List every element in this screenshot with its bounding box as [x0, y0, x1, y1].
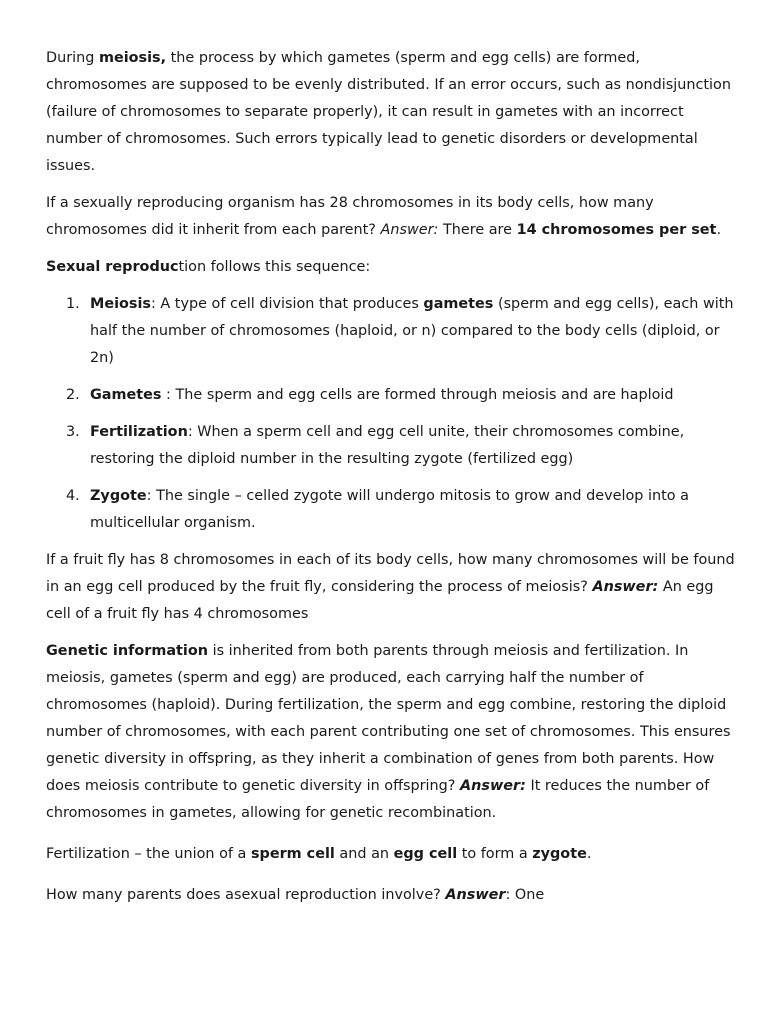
text-run: to form a [457, 846, 533, 862]
list-number: 2. [66, 387, 80, 403]
text-run: the process by which gametes (sperm and egg cells) are formed, chromosomes are supposed to be evenly distributed. If an error occurs, such as nondisjunction (failure of chromosomes to separate properly), it can result in gametes with an incorrect number of chromosomes. Such errors typically lead to genetic disorders or developmental issues. [46, 50, 731, 174]
answer-label: Answer: [460, 778, 526, 794]
text-run: During [46, 50, 99, 66]
bold-term-meiosis: meiosis, [98, 50, 167, 66]
list-number: 4. [66, 488, 80, 504]
list-item [46, 483, 736, 537]
bold-term-gametes: gametes [423, 296, 494, 312]
text-run: and an [334, 846, 394, 862]
text-run: . [586, 846, 592, 862]
step-term: Zygote [90, 488, 147, 504]
answer-label: Answer: [380, 222, 439, 238]
sequence-list [46, 291, 736, 537]
bold-term-sperm-cell: sperm cell [250, 846, 335, 862]
sequence-intro [46, 254, 736, 281]
step-term: Fertilization [90, 424, 188, 440]
step-text: : A type of cell division that produces [150, 296, 424, 312]
list-number: 3. [66, 424, 80, 440]
question-text: How many parents does asexual reproduction involve? [46, 887, 446, 903]
document-page [46, 45, 736, 919]
answer-text: : One [505, 887, 545, 903]
answer-text: An egg cell of a fruit fly has 4 chromosomes [46, 579, 714, 622]
step-text: : The sperm and egg cells are formed through meiosis and are haploid [161, 387, 674, 403]
bold-term-sexual-reproduction: Sexual reproduc [46, 259, 179, 275]
answer-text: There are [438, 222, 517, 238]
question-text: If a fruit fly has 8 chromosomes in each of its body cells, how many chromosomes will be found in an egg cell produced by the fruit fly, considering the process of meiosis? [46, 552, 735, 595]
bold-term-zygote: zygote [532, 846, 587, 862]
text-run: is inherited from both parents through meiosis and fertilization. In meiosis, gametes (sperm and egg) are produced, each carrying half the number of chromosomes (haploid). During fertilization, the sperm and egg combine, restoring the diploid number of chromosomes, with each parent contributing one set of chromosomes. This ensures genetic diversity in offspring, as they inherit a combination of genes from both parents. How does meiosis contribute to genetic diversity in offspring? [46, 643, 731, 794]
answer-text: It reduces the number of chromosomes in gametes, allowing for genetic recombination. [46, 778, 710, 821]
bold-answer: 14 chromosomes per set [516, 222, 717, 238]
list-item [46, 382, 736, 409]
list-item [46, 419, 736, 473]
question-fruit-fly [46, 547, 736, 628]
step-term: Meiosis [90, 296, 151, 312]
answer-label: Answer [445, 887, 506, 903]
bold-term-genetic-information: Genetic information [46, 643, 208, 659]
bold-term-egg-cell: egg cell [393, 846, 458, 862]
step-text: : The single – celled zygote will undergo mitosis to grow and develop into a multicellular organism. [90, 488, 689, 531]
step-term: Gametes [90, 387, 162, 403]
fertilization-definition [46, 841, 736, 868]
question-chromosomes-per-parent [46, 190, 736, 244]
question-text: If a sexually reproducing organism has 28 chromosomes in its body cells, how many chromosomes did it inherit from each parent? [46, 195, 654, 238]
question-asexual-reproduction [46, 882, 736, 909]
step-text: (sperm and egg cells), each with half the number of chromosomes (haploid, or n) compared to the body cells (diploid, or 2n) [90, 296, 734, 366]
text-run: tion follows this sequence: [178, 259, 371, 275]
text-run: . [716, 222, 722, 238]
text-run: Fertilization – the union of a [46, 846, 251, 862]
meiosis-paragraph [46, 45, 736, 180]
genetic-information-paragraph [46, 638, 736, 827]
step-text: : When a sperm cell and egg cell unite, their chromosomes combine, restoring the diploid number in the resulting zygote (fertilized egg) [90, 424, 685, 467]
answer-label: Answer: [592, 579, 659, 595]
list-item [46, 291, 736, 372]
list-number: 1. [66, 296, 80, 312]
